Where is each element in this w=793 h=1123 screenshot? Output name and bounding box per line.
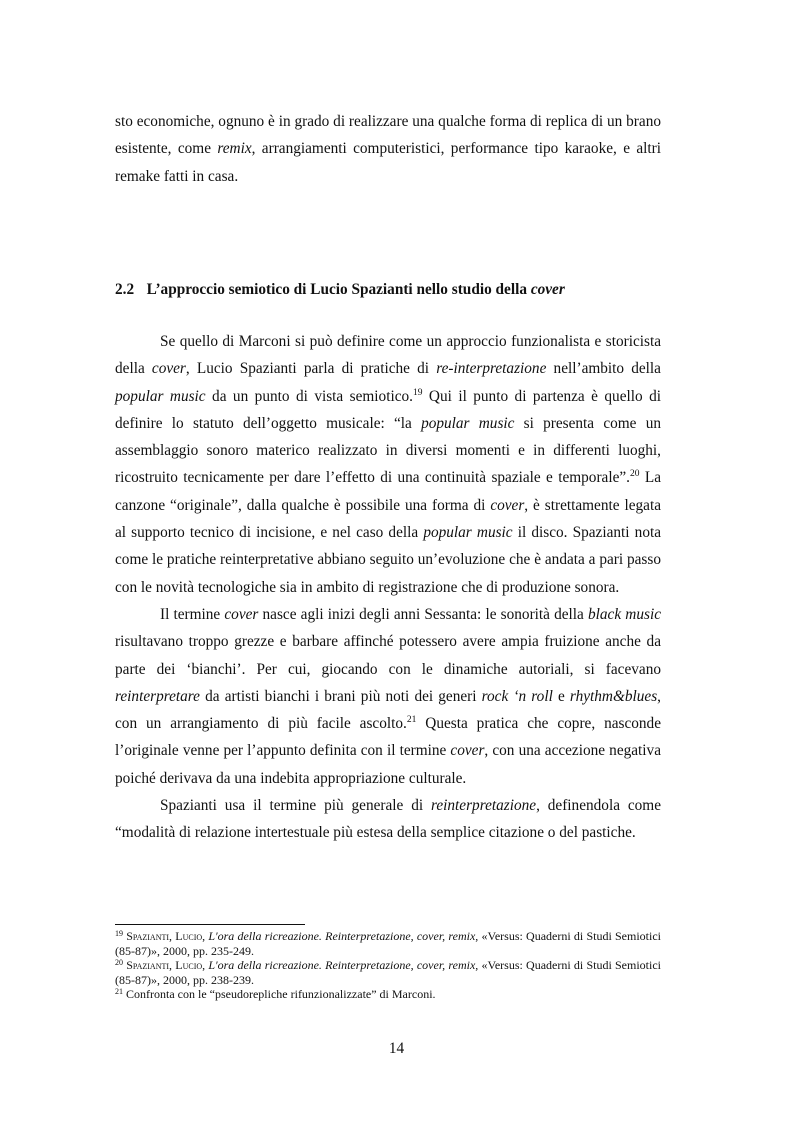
footnote-20: $^{20}$ Spazianti, Lucio, L'ora della ricreazione. Reinterpretazione, cover, remix, «Versus: Quaderni di Studi Semiotici (85-87)», 2000, pp. 238-239.	[115, 958, 661, 987]
paragraph-2: Il termine cover nasce agli inizi degli anni Sessanta: le sonorità della black music risultavano troppo grezze e barbare affinché potessero avere ampia fruizione anche da parte dei ‘bianchi’. Per cui, giocando con le dinamiche autoriali, si facevano reinterpretare da artisti bianchi i brani più noti dei generi rock ‘n roll e rhythm&blues, con un arrangiamento di più facile ascolto.$^{21}$ Questa pratica che copre, nasconde l’originale venne per l’appunto definita con il termine cover, con una accezione negativa poiché derivava da una indebita appropriazione culturale.	[115, 605, 661, 787]
section-title: L’approccio semiotico di Lucio Spazianti nello studio della	[146, 281, 531, 298]
paragraph-3: Spazianti usa il termine più generale di reinterpretazione, definendola come “modalità di relazione intertestuale più estesa della semplice citazione o del pastiche.	[115, 797, 661, 842]
section-title-italic: cover	[530, 281, 565, 298]
continued-paragraph	[115, 108, 661, 190]
footnote-ref-20: 20	[629, 469, 640, 480]
footnote-19: $^{19}$ Spazianti, Lucio, L'ora della ricreazione. Reinterpretazione, cover, remix, «Versus: Quaderni di Studi Semiotici (85-87)», 2000, pp. 235-249.	[115, 929, 661, 958]
footnote-21: $^{21}$ Confronta con le “pseudorepliche rifunzionalizzate” di Marconi.	[115, 987, 436, 1001]
footnote-ref-19: 19	[412, 387, 423, 398]
paragraph-1: Se quello di Marconi si può definire come un approccio funzionalista e storicista della cover, Lucio Spazianti parla di pratiche di re-interpretazione nell’ambito della popular music da un punto di vista semiotico.$^{19}$ Qui il punto di partenza è quello di definire lo statuto dell’oggetto musicale: “la popular music si presenta come un assemblaggio sonoro materico realizzato in diversi momenti e in differenti luoghi, ricostruito tecnicamente per dare l’effetto di una continuità spaziale e temporale”.$^{20}$ La canzone “originale”, dalla qualche è possibile una forma di cover, è strettamente legata al supporto tecnico di incisione, e nel caso della popular music il disco. Spazianti nota come le pratiche reinterpretative abbiano seguito un’evoluzione che è andata a pari passo con le novità tecnologiche sia in ambito di registrazione che di produzione sonora.	[115, 333, 662, 596]
footnotes	[115, 929, 661, 1002]
body-text	[115, 328, 661, 847]
section-number: 2.2	[115, 281, 135, 298]
footnote-ref-21: 21	[406, 715, 417, 726]
footnote-separator	[115, 924, 305, 925]
page-number: 14	[388, 1040, 405, 1057]
text-run: sto economiche, ognuno è in grado di realizzare una qualche forma di replica di un brano esistente, come	[115, 113, 661, 158]
italic-run: remix	[217, 140, 252, 158]
text-run: , arrangiamenti computeristici, performance tipo karaoke, e altri remake fatti in casa.	[115, 140, 661, 185]
section-heading	[115, 276, 675, 303]
